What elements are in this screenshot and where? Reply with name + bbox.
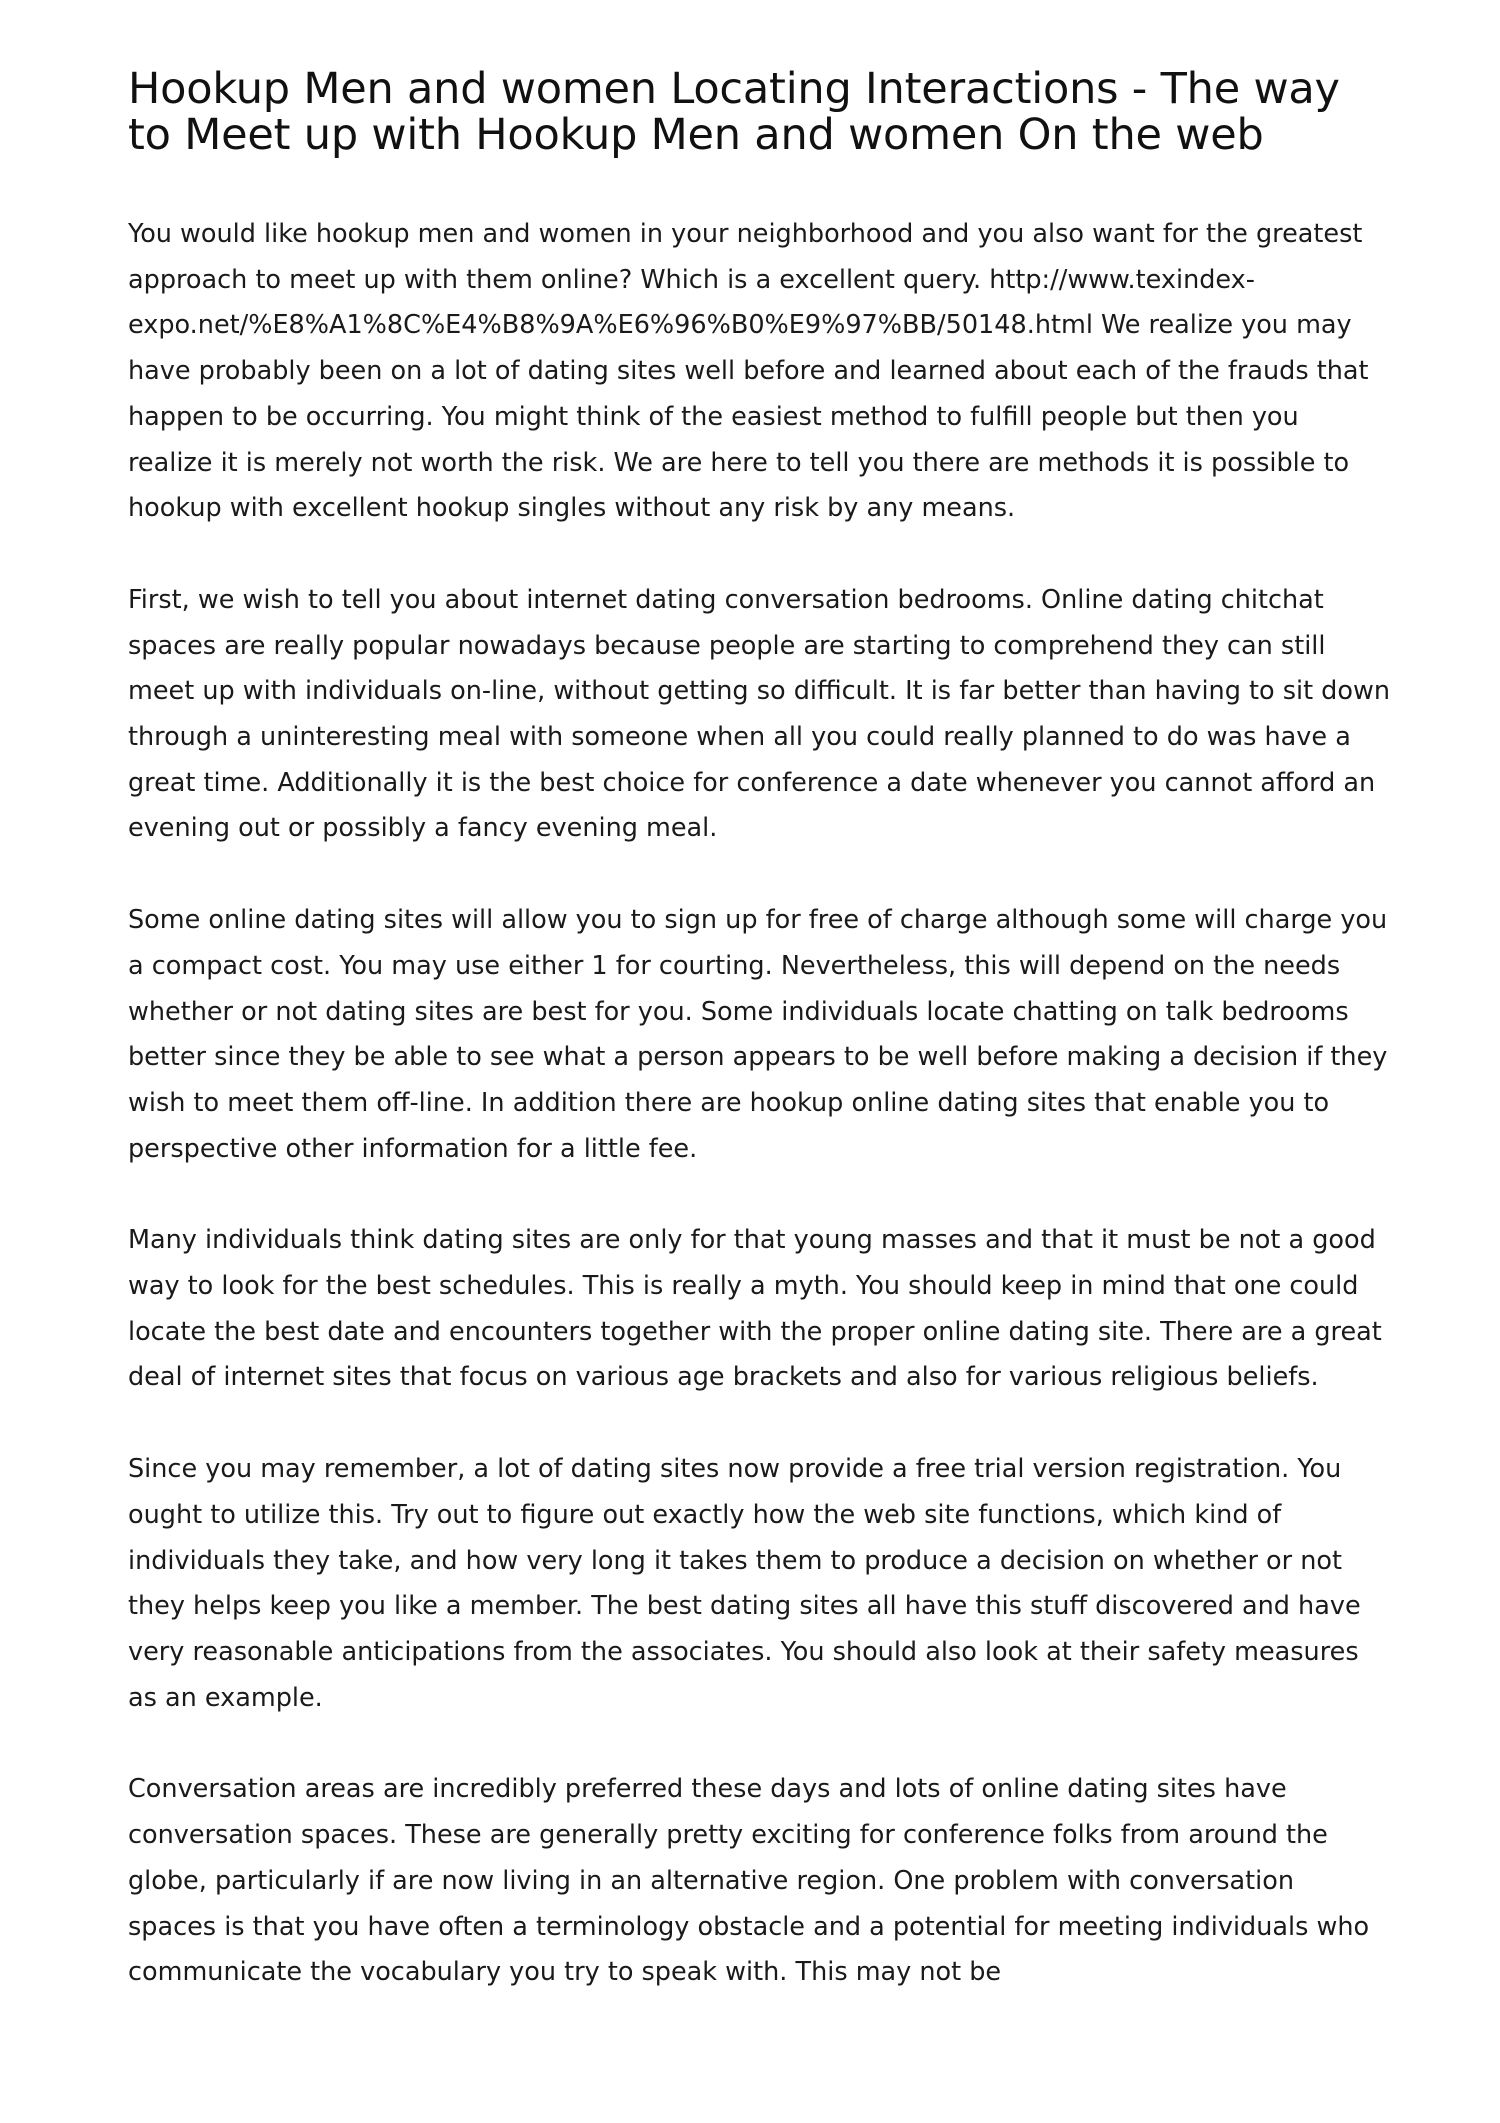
paragraph-1: You would like hookup men and women in your neighborhood and you also want for the greatest approach to meet up with them online? Which is a excellent query. http://www.texindex-expo.net/%E8%A1%8C%E4%B8%9A%E6%96%B0%E9%97%BB/50148.html We realize you may have probably been on a lot of dating sites well before and learned about each of the frauds that happen to be occurring. You might think of the easiest method to fulfill people but then you realize it is merely not worth the risk. We are here to tell you there are methods it is possible to hookup with excellent hookup singles without any risk by any means. (128, 219, 1369, 524)
document-body (128, 212, 1390, 1996)
document-title: Hookup Men and women Locating Interactions - The way to Meet up with Hookup Men and women On the web (128, 64, 1340, 160)
paragraph-6: Conversation areas are incredibly preferred these days and lots of online dating sites have conversation spaces. These are generally pretty exciting for conference folks from around the globe, particularly if are now living in an alternative region. One problem with conversation spaces is that you have often a terminology obstacle and a potential for meeting individuals who communicate the vocabulary you try to speak with. This may not be (128, 1774, 1370, 1988)
paragraph-4: Many individuals think dating sites are only for that young masses and that it must be not a good way to look for the best schedules. This is really a myth. You should keep in mind that one could locate the best date and encounters together with the proper online dating site. There are a great deal of internet sites that focus on various age brackets and also for various religious beliefs. (128, 1225, 1382, 1393)
paragraph-2: First, we wish to tell you about internet dating conversation bedrooms. Online dating chitchat spaces are really popular nowadays because people are starting to comprehend they can still meet up with individuals on-line, without getting so difficult. It is far better than having to sit down through a uninteresting meal with someone when all you could really planned to do was have a great time. Additionally it is the best choice for conference a date whenever you cannot afford an evening out or possibly a fancy evening meal. (128, 584, 1390, 844)
paragraph-5: Since you may remember, a lot of dating sites now provide a free trial version registration. You ought to utilize this. Try out to figure out exactly how the web site functions, which kind of individuals they take, and how very long it takes them to produce a decision on whether or not they helps keep you like a member. The best dating sites all have this stuff discovered and have very reasonable anticipations from the associates. You should also look at their safety measures as an example. (128, 1454, 1361, 1713)
paragraph-3: Some online dating sites will allow you to sign up for free of charge although some will charge you a compact cost. You may use either 1 for courting. Nevertheless, this will depend on the needs whether or not dating sites are best for you. Some individuals locate chatting on talk bedrooms better since they be able to see what a person appears to be well before making a decision if they wish to meet them off-line. In addition there are hookup online dating sites that enable you to perspective other information for a little fee. (128, 905, 1388, 1164)
document-page (128, 66, 1390, 2042)
